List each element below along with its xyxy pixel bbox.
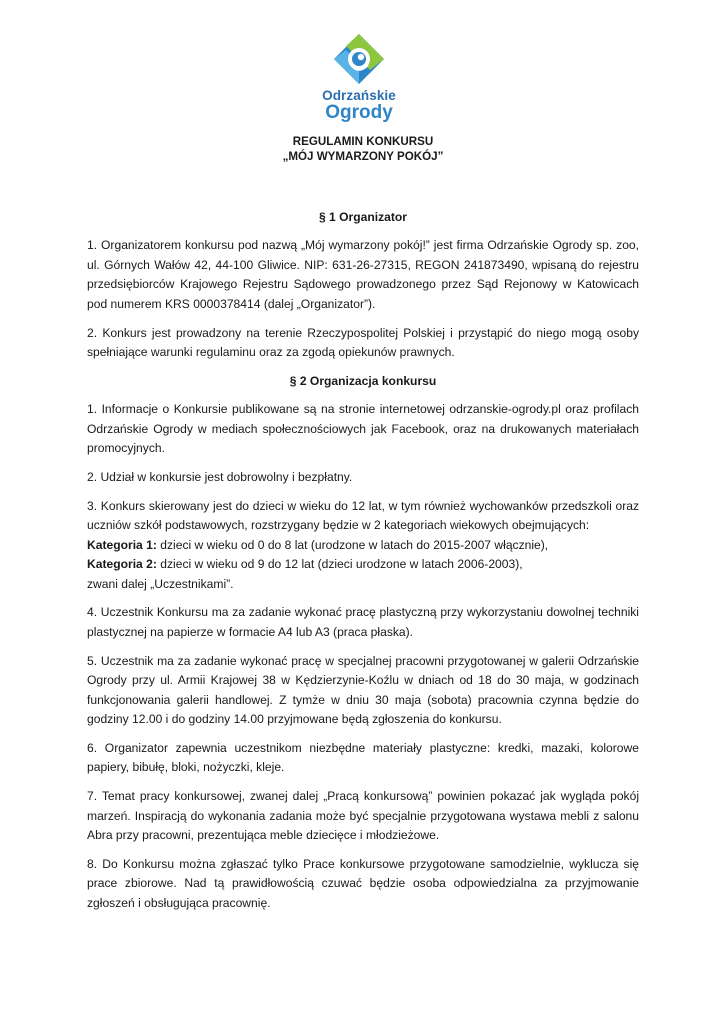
section-2-paragraph-7: 7. Temat pracy konkursowej, zwanej dalej „Pracą konkursową” powinien pokazać jak wygląda pokój marzeń. Inspiracją do wykonania zadania może być specjalnie przygotowana wystawa mebli z salonu Abra przy pracowni, prezentująca meble dziecięce i młodzieżowe.: [87, 789, 639, 842]
logo-mark-icon: [332, 32, 386, 88]
section-2-paragraph-8: 8. Do Konkursu można zgłaszać tylko Prace konkursowe przygotowane samodzielnie, wyklucza się prace zbiorowe. Nad tą prawidłowością czuwać będzie osoba odpowiedzialna za przyjmowanie zgłoszeń i obsługująca pracownię.: [87, 856, 639, 910]
logo-name-line2: Ogrody: [325, 102, 393, 123]
logo: [318, 32, 400, 126]
document-title: [87, 134, 639, 164]
category-2-label: Kategoria 2:: [87, 557, 157, 572]
title-line-1: REGULAMIN KONKURSU: [292, 135, 434, 148]
category-1-label: Kategoria 1:: [87, 537, 157, 552]
title-line-2: „MÓJ WYMARZONY POKÓJ”: [282, 150, 444, 163]
paragraph-3-outro: zwani dalej „Uczestnikami”.: [87, 576, 234, 591]
section-1-paragraph-1: 1. Organizatorem konkursu pod nazwą „Mój wymarzony pokój!” jest firma Odrzańskie Ogrody sp. zoo, ul. Górnych Wałów 42, 44-100 Gliwice. NIP: 631-26-27315, REGON 241873490, wpisaną do rejestru przedsiębiorców Krajowego Rejestru Sądowego prowadzonego przez Sąd Rejonowy w Katowicach pod numerem KRS 0000378414 (dalej „Organizator”).: [87, 238, 639, 311]
section-2-paragraph-6: 6. Organizator zapewnia uczestnikom niezbędne materiały plastyczne: kredki, mazaki, kolorowe papiery, bibułę, bloki, nożyczki, kleje.: [87, 740, 639, 775]
category-1-text: dzieci w wieku od 0 do 8 lat (urodzone w latach do 2015-2007 włącznie),: [156, 537, 549, 552]
section-2-paragraph-4: 4. Uczestnik Konkursu ma za zadanie wykonać pracę plastyczną przy wykorzystaniu dowolnej techniki plastycznej na papierze w formacie A4 lub A3 (praca płaska).: [87, 605, 639, 639]
section-1-heading: § 1 Organizator: [318, 210, 408, 224]
section-2-paragraph-5: 5. Uczestnik ma za zadanie wykonać pracę w specjalnej pracowni przygotowanej w galerii Odrzańskie Ogrody przy ul. Armii Krajowej 38 w Kędzierzynie-Koźlu w dniach od 18 do 30 maja, w godzinach funkcjonowania galerii handlowej. Z tymże w dniu 30 maja (sobota) pracownia czynna będzie do godziny 12.00 i do godziny 14.00 przyjmowane będą zgłoszenia do konkursu.: [87, 653, 639, 726]
document-body: [87, 134, 639, 923]
section-2-paragraph-2: 2. Udział w konkursie jest dobrowolny i bezpłatny.: [87, 469, 353, 484]
section-2-paragraph-3: [87, 497, 639, 594]
paragraph-3-intro: 3. Konkurs skierowany jest do dzieci w wieku do 12 lat, w tym również wychowanków przedszkoli oraz uczniów szkół podstawowych, rozstrzygany będzie w 2 kategoriach wiekowych obejmujących:: [87, 498, 639, 533]
section-1-paragraph-2: 2. Konkurs jest prowadzony na terenie Rzeczypospolitej Polskiej i przystąpić do niego mogą osoby spełniające warunki regulaminu oraz za zgodą opiekunów prawnych.: [87, 325, 639, 359]
section-2-paragraph-1: 1. Informacje o Konkursie publikowane są na stronie internetowej odrzanskie-ogrody.pl oraz profilach Odrzańskie Ogrody w mediach społecznościowych jak Facebook, oraz na drukowanych materiałach promocyjnych.: [87, 402, 639, 456]
category-2-text: dzieci w wieku od 9 do 12 lat (dzieci urodzone w latach 2006-2003),: [156, 557, 523, 572]
logo-name-line1: Odrzańskie: [322, 88, 396, 103]
section-2-heading: § 2 Organizacja konkursu: [289, 373, 437, 388]
